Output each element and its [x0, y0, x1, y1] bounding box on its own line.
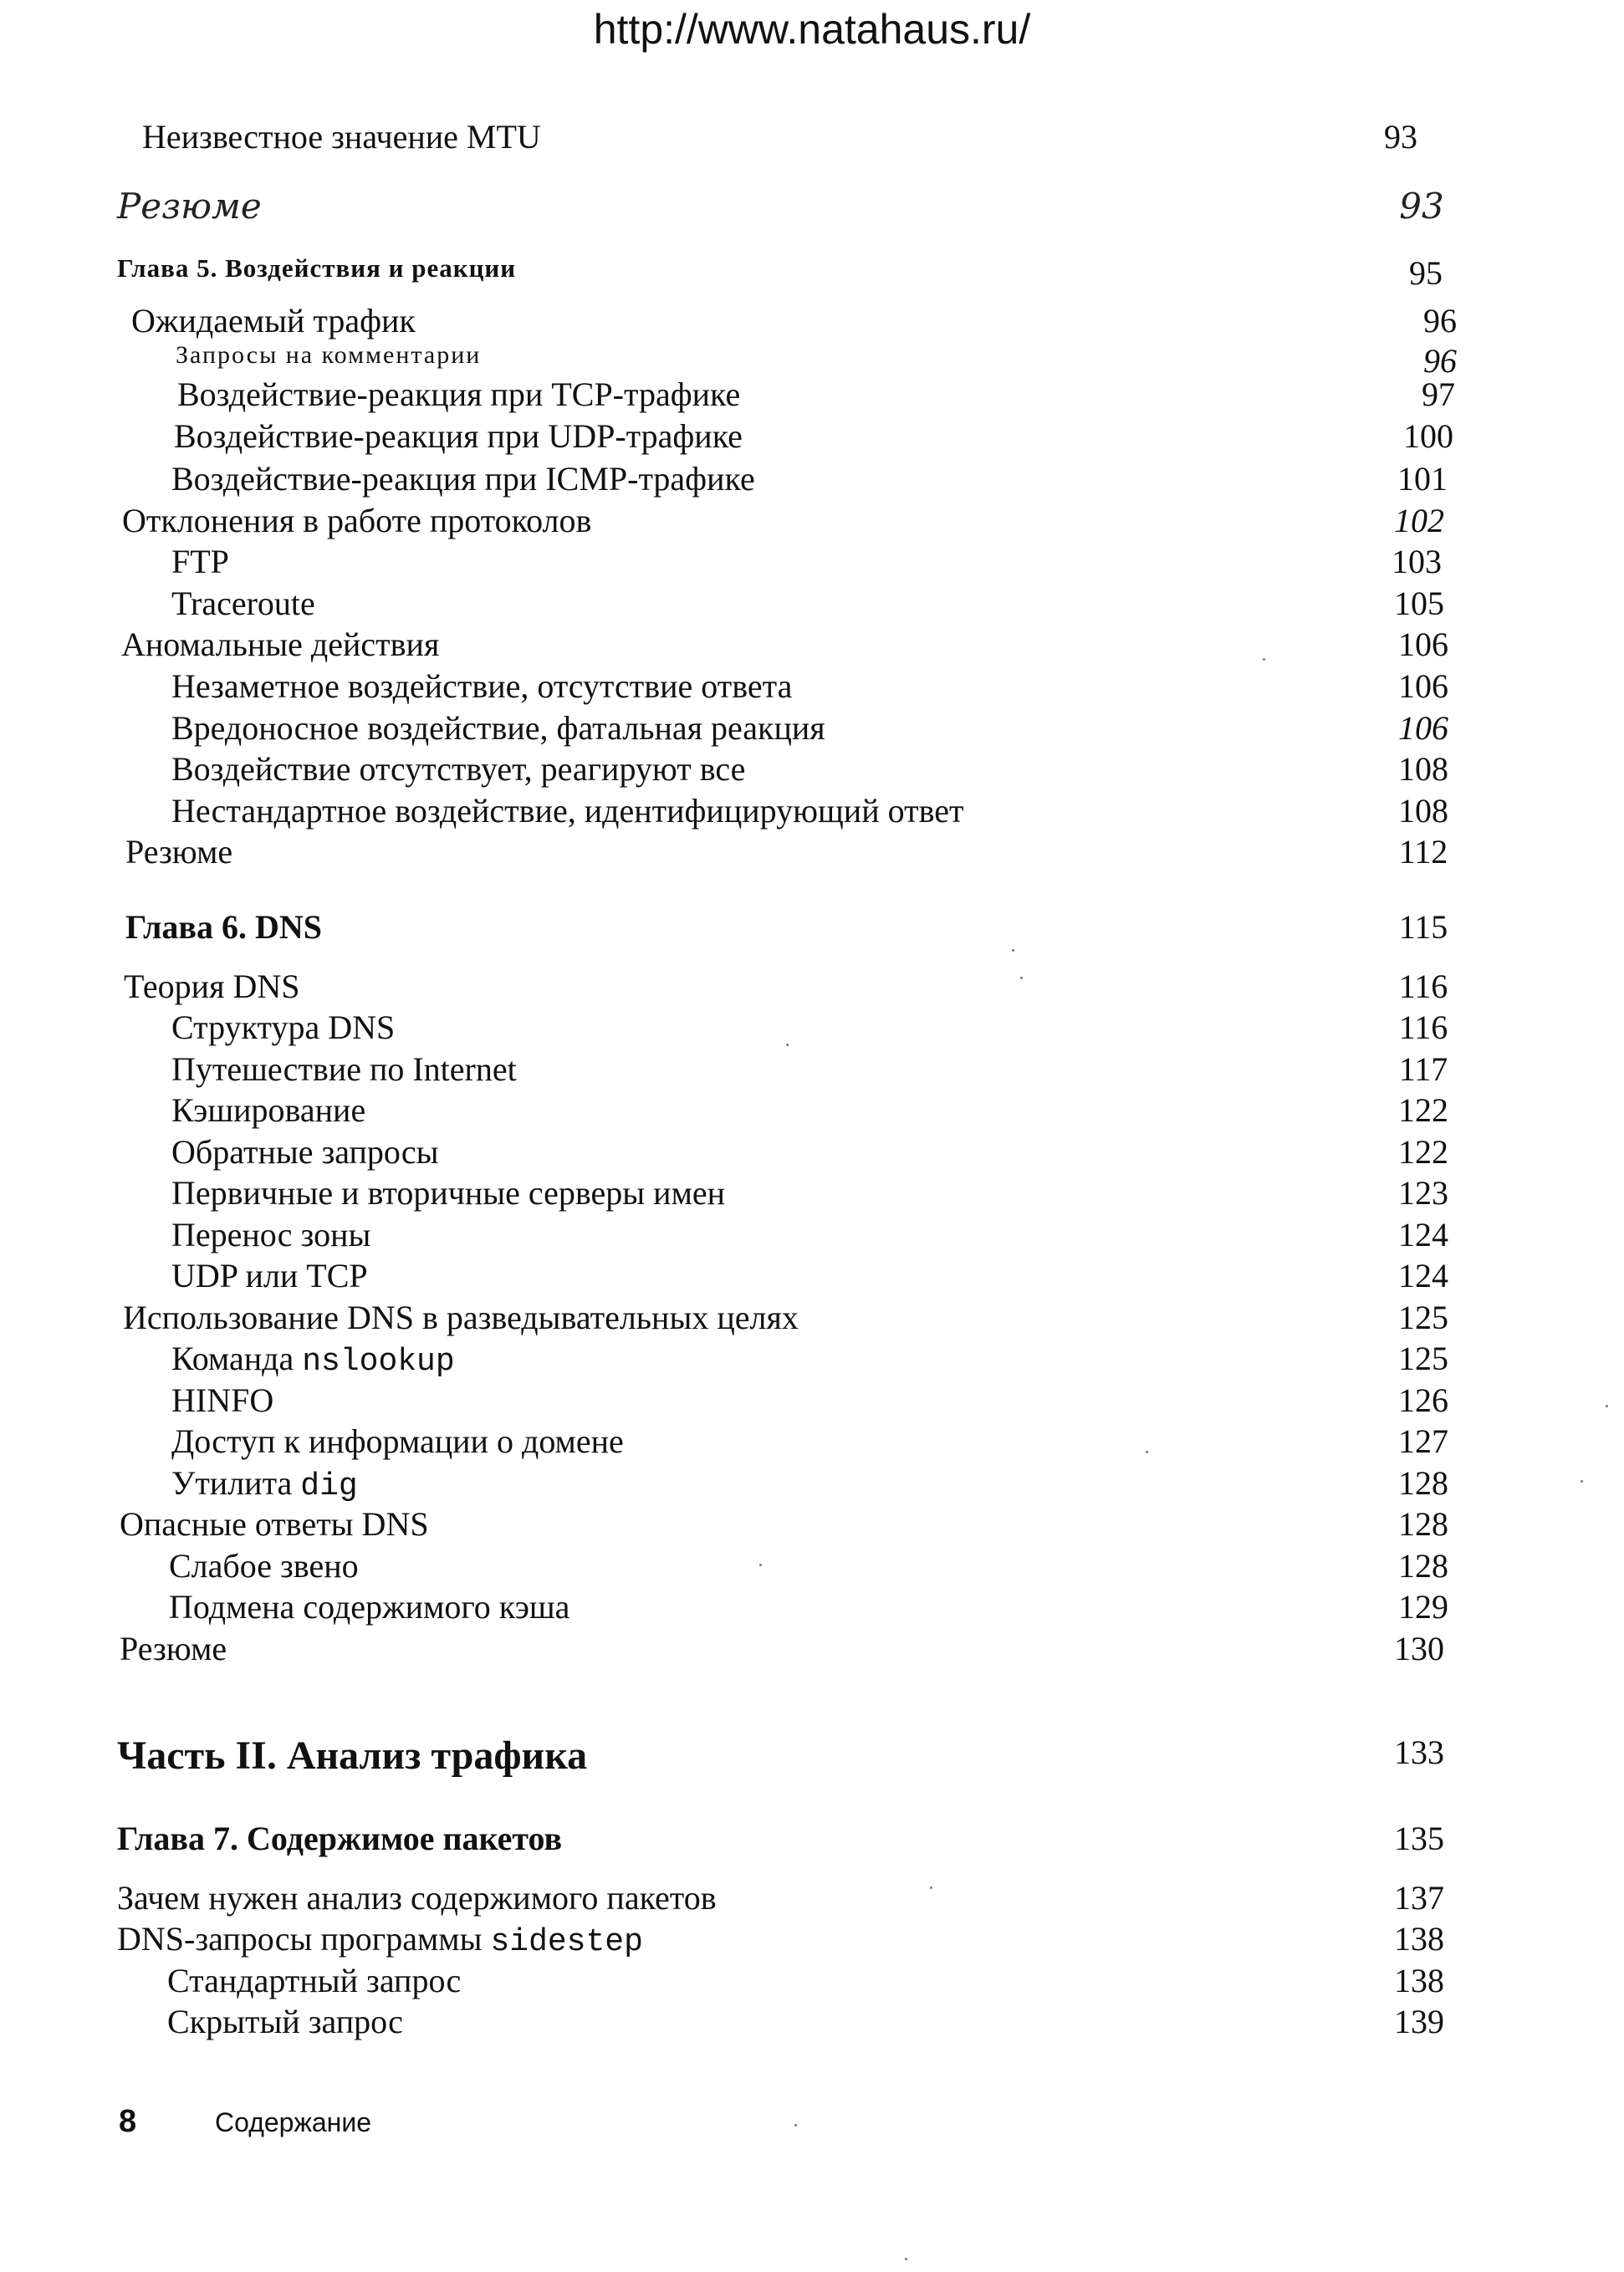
toc-entry-text: Неизвестное значение MTU [142, 118, 541, 156]
toc-entry [0, 1381, 1624, 1424]
toc-entry-page: 128 [1398, 1464, 1448, 1502]
toc-entry-page: 122 [1398, 1091, 1448, 1129]
running-footer: Содержание [215, 2107, 372, 2137]
toc-entry-title [122, 501, 591, 540]
toc-entry-text: Опасные ответы DNS [120, 1505, 429, 1543]
toc-entry-text: Структура DNS [171, 1008, 396, 1046]
toc-entry-text: Воздействие-реакция при ICMP-трафике [171, 460, 755, 498]
toc-entry-title [171, 708, 825, 748]
toc-entry [0, 1546, 1624, 1590]
toc-entry-page: 96 [1423, 342, 1457, 380]
toc-entry-title [171, 1132, 439, 1172]
toc-entry-page: 124 [1398, 1257, 1448, 1294]
toc-entry-title [171, 666, 792, 706]
toc-entry-page: 116 [1398, 1008, 1448, 1046]
toc-entry-text: Обратные запросы [171, 1133, 439, 1171]
toc-entry [0, 1173, 1624, 1217]
page-number: 8 [119, 2104, 137, 2139]
toc-entry [0, 1339, 1624, 1382]
toc-entry-page: 123 [1398, 1174, 1448, 1212]
toc-entry [0, 1629, 1624, 1672]
toc-entry-title [142, 117, 541, 156]
toc-entry-text: Слабое звено [169, 1547, 359, 1585]
toc-entry [0, 1008, 1624, 1051]
toc-entry-title [171, 1463, 358, 1504]
scan-speck [905, 2258, 907, 2260]
toc-entry [0, 708, 1624, 752]
toc-entry [0, 1878, 1624, 1922]
toc-entry-page: 125 [1398, 1340, 1448, 1377]
toc-entry-page: 96 [1423, 302, 1457, 340]
toc-entry-text: UDP или TCP [171, 1257, 368, 1294]
toc-entry-page: 130 [1394, 1630, 1444, 1667]
toc-entry-page: 133 [1394, 1733, 1444, 1771]
toc-entry-text: Резюме [117, 186, 262, 227]
toc-entry [0, 1733, 1624, 1776]
toc-entry [0, 2002, 1624, 2045]
toc-entry-page: 129 [1398, 1588, 1448, 1626]
toc-entry-text: Резюме [125, 833, 233, 871]
toc-entry-title [167, 1961, 461, 2000]
toc-entry-title [120, 1629, 227, 1668]
source-url: http://www.natahaus.ru/ [593, 6, 1031, 53]
toc-entry [0, 375, 1624, 418]
toc-entry-page: 101 [1397, 460, 1448, 498]
toc-entry-text: Воздействие-реакция при TCP-трафике [177, 375, 741, 413]
toc-entry-title [171, 1381, 273, 1420]
toc-entry-page: 105 [1394, 585, 1444, 622]
toc-entry-title [171, 1256, 368, 1295]
toc-entry-title [125, 832, 232, 871]
toc-entry-title [131, 301, 416, 340]
toc-entry-page: 93 [1384, 118, 1417, 156]
toc-entry-page: 127 [1398, 1422, 1448, 1460]
toc-entry-code: dig [300, 1468, 358, 1504]
toc-entry [0, 1298, 1624, 1341]
toc-entry-title [174, 416, 743, 456]
scan-speck [794, 2124, 797, 2126]
toc-entry-page: 126 [1398, 1381, 1448, 1419]
toc-entry [0, 1463, 1624, 1507]
toc-entry-text: Путешествие по Internet [171, 1050, 517, 1088]
toc-entry-text: Traceroute [171, 585, 315, 622]
toc-entry-title [171, 749, 745, 789]
toc-entry-title [177, 375, 740, 414]
toc-entry-page: 117 [1398, 1050, 1448, 1088]
toc-entry-text: Отклонения в работе протоколов [122, 502, 592, 539]
toc-entry [0, 301, 1624, 345]
toc-entry-page: 108 [1398, 750, 1448, 788]
toc-entry-page: 139 [1394, 2003, 1444, 2040]
toc-entry-title [171, 1008, 395, 1047]
toc-entry [0, 791, 1624, 835]
toc-entry [0, 749, 1624, 793]
toc-entry-code: nslookup [302, 1344, 455, 1380]
toc-entry-text: Утилита [171, 1464, 293, 1502]
toc-entry-page: 128 [1398, 1505, 1448, 1543]
toc-entry [0, 584, 1624, 627]
toc-entry [0, 1256, 1624, 1299]
toc-entry-text: Вредоносное воздействие, фатальная реакция [171, 709, 825, 747]
toc-entry-title [124, 967, 300, 1006]
toc-entry-text: HINFO [171, 1381, 274, 1419]
toc-entry-text: Первичные и вторичные серверы имен [171, 1174, 726, 1212]
toc-entry-title [121, 625, 439, 664]
toc-entry-page: 106 [1398, 709, 1448, 747]
toc-entry [0, 542, 1624, 585]
toc-entry-title [117, 1733, 587, 1779]
toc-entry [0, 1504, 1624, 1548]
toc-entry-text: Доступ к информации о домене [171, 1422, 624, 1460]
toc-entry-text: Воздействие отсутствует, реагируют все [171, 750, 746, 788]
toc-entry-text: Часть II. Анализ трафика [117, 1733, 588, 1778]
toc-entry-page: 137 [1394, 1879, 1444, 1917]
toc-entry-text: Ожидаемый трафик [131, 302, 416, 340]
toc-entry [0, 666, 1624, 710]
toc-entry-title [171, 459, 755, 498]
toc-entry-page: 112 [1398, 833, 1448, 871]
toc-entry-text: Глава 7. Содержимое пакетов [117, 1820, 563, 1857]
toc-entry-text: Аномальные действия [121, 625, 440, 663]
toc-entry-title [169, 1546, 359, 1585]
toc-entry-text: Воздействие-реакция при UDP-трафике [174, 417, 743, 455]
scan-speck [930, 1887, 932, 1889]
toc-entry-page: 135 [1394, 1820, 1444, 1857]
toc-entry-page: 138 [1394, 1920, 1444, 1958]
toc-entry-title [171, 542, 229, 581]
toc-entry-text: Незаметное воздействие, отсутствие ответа [171, 667, 793, 705]
toc-entry-title [167, 2002, 403, 2041]
scan-speck [759, 1564, 762, 1566]
toc-entry-title [117, 1819, 562, 1858]
toc-entry [0, 459, 1624, 503]
toc-entry-page: 125 [1398, 1299, 1448, 1336]
toc-entry [0, 1961, 1624, 2004]
toc-entry-text: Команда [171, 1340, 294, 1377]
toc-entry-title [171, 1215, 370, 1254]
scan-speck [1146, 1451, 1148, 1453]
toc-entry-title [171, 1339, 455, 1380]
toc-entry-title [120, 1504, 429, 1544]
toc-entry-title [171, 1090, 365, 1130]
toc-entry [0, 117, 1624, 161]
toc-entry-page: 122 [1398, 1133, 1448, 1171]
toc-entry-title [171, 1422, 624, 1461]
toc-entry-title [125, 907, 322, 947]
toc-entry-title [123, 1298, 799, 1337]
toc-entry [0, 625, 1624, 668]
toc-entry-title [171, 791, 963, 830]
scan-speck [1020, 977, 1023, 979]
toc-entry-text: Резюме [120, 1630, 227, 1667]
toc-entry [0, 907, 1624, 951]
scan-speck [1606, 1405, 1608, 1407]
scan-speck [1012, 949, 1014, 952]
toc-entry-title [117, 1878, 717, 1917]
toc-entry-title [176, 341, 481, 370]
toc-entry [0, 1819, 1624, 1862]
toc-entry-text: Нестандартное воздействие, идентифицирующий ответ [171, 792, 964, 830]
toc-entry [0, 1049, 1624, 1093]
toc-entry-text: Стандартный запрос [167, 1962, 462, 1999]
toc-entry [0, 416, 1624, 460]
toc-entry [0, 1090, 1624, 1134]
toc-entry [0, 1587, 1624, 1631]
toc-entry [0, 832, 1624, 876]
toc-entry-text: Подмена содержимого кэша [169, 1588, 570, 1626]
toc-entry-page: 138 [1394, 1962, 1444, 1999]
toc-entry [0, 1422, 1624, 1465]
toc-entry-title [169, 1587, 569, 1626]
toc-entry-page: 115 [1398, 908, 1448, 946]
scan-speck [1581, 1480, 1583, 1483]
toc-entry-text: Теория DNS [124, 968, 300, 1005]
toc-entry-text: FTP [171, 543, 229, 580]
toc-entry-title [117, 186, 262, 227]
toc-entry-text: Глава 6. DNS [125, 908, 322, 946]
toc-entry-page: 95 [1409, 254, 1443, 292]
toc-entry-page: 106 [1398, 667, 1448, 705]
toc-entry-page: 103 [1392, 543, 1442, 580]
toc-entry-page: 106 [1398, 625, 1448, 663]
toc-entry-page: 128 [1398, 1547, 1448, 1585]
toc-entry-text: Зачем нужен анализ содержимого пакетов [117, 1879, 717, 1917]
toc-entry [0, 1215, 1624, 1259]
toc-entry [0, 253, 1624, 297]
toc-entry-page: 116 [1398, 968, 1448, 1005]
toc-entry-page: 100 [1403, 417, 1453, 455]
toc-entry [0, 1132, 1624, 1176]
toc-entry-title [171, 584, 315, 623]
toc-entry-code: sidestep [490, 1924, 643, 1960]
toc-entry-page: 93 [1399, 186, 1444, 227]
toc-entry-title [171, 1049, 517, 1089]
toc-entry-text: Скрытый запрос [167, 2003, 403, 2040]
toc-entry [0, 967, 1624, 1010]
toc-entry-text: Кэширование [171, 1091, 366, 1129]
toc-entry-text: Глава 5. Воздействия и реакции [117, 253, 517, 283]
toc-entry [0, 186, 1624, 229]
toc-entry-page: 102 [1394, 502, 1444, 539]
toc-entry-text: DNS-запросы программы [117, 1920, 483, 1958]
toc-entry [0, 501, 1624, 544]
toc-entry-page: 97 [1422, 375, 1455, 413]
scan-speck [1263, 658, 1265, 661]
scan-speck [786, 1044, 789, 1046]
toc-entry-page: 124 [1398, 1216, 1448, 1253]
toc-entry-title [117, 1919, 643, 1960]
toc-entry-text: Запросы на комментарии [176, 341, 482, 369]
toc-entry-page: 108 [1398, 792, 1448, 830]
toc-entry-text: Использование DNS в разведывательных целях [123, 1299, 799, 1336]
toc-entry-title [117, 253, 516, 283]
toc-entry-title [171, 1173, 725, 1213]
toc-entry-text: Перенос зоны [171, 1216, 371, 1253]
toc-entry [0, 1919, 1624, 1963]
